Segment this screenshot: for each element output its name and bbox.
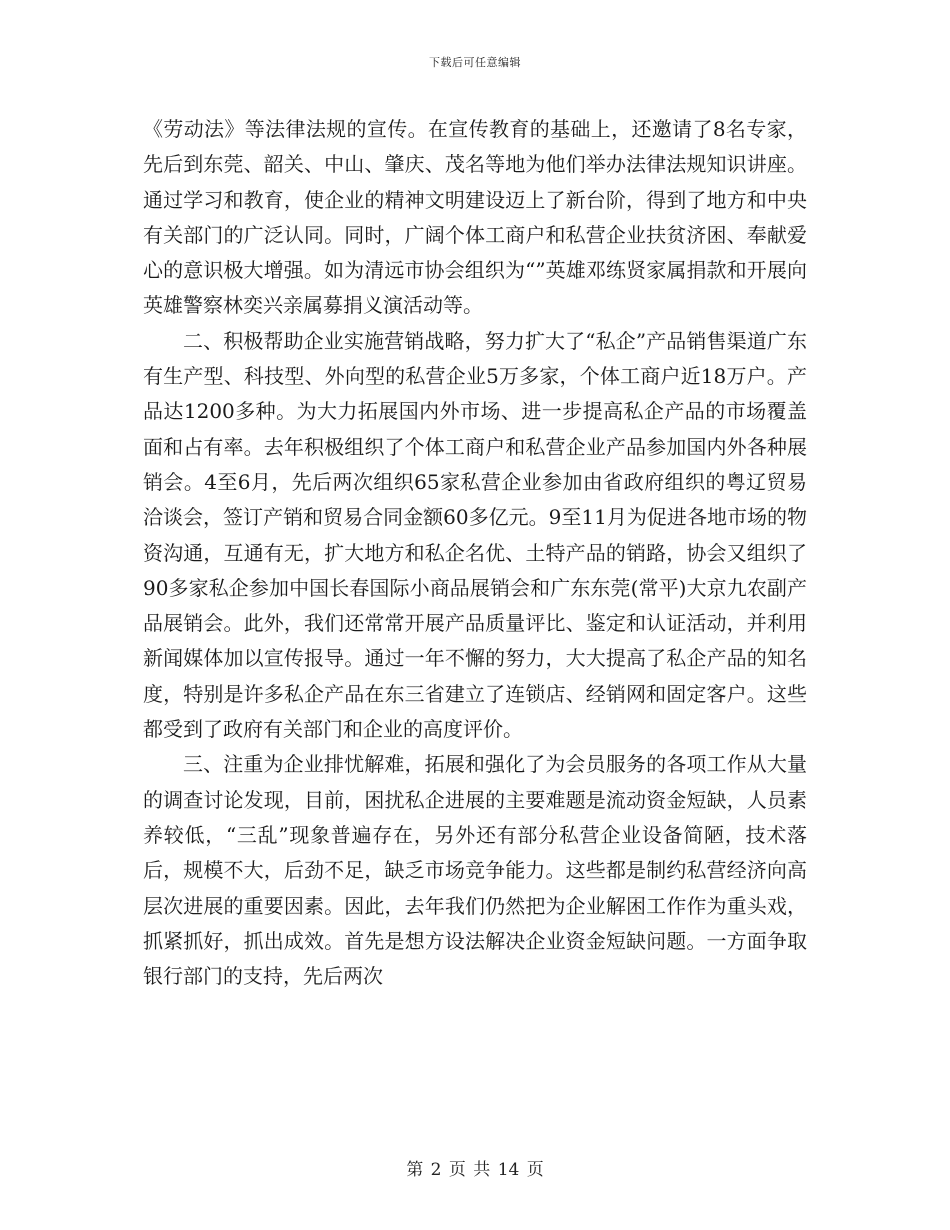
paragraph-2: 二、积极帮助企业实施营销战略，努力扩大了“私企”产品销售渠道广东有生产型、科技型、外向型的私营企业5万多家，个体工商户近18万户。产品达1200多种。为大力拓展国内外市场、进一步提高私企产品的市场覆盖面和占有率。去年积极组织了个体工商户和私营企业产品参加国内外各种展销会。4至6月，先后两次组织65家私营企业参加由省政府组织的粤辽贸易洽谈会，签订产销和贸易合同金额60多亿元。9至11月为促进各地市场的物资沟通，互通有无，扩大地方和私企名优、土特产品的销路，协会又组织了90多家私企参加中国长春国际小商品展销会和广东东莞(常平)大京九农副产品展销会。此外，我们还常常开展产品质量评比、鉴定和认证活动，并利用新闻媒体加以宣传报导。通过一年不懈的努力，大大提高了私企产品的知名度，特别是许多私企产品在东三省建立了连锁店、经销网和固定客户。这些都受到了政府有关部门和企业的高度评价。 <box>143 328 807 742</box>
document-body <box>143 112 807 994</box>
paragraph-1: 《劳动法》等法律法规的宣传。在宣传教育的基础上，还邀请了8名专家，先后到东莞、韶关、中山、肇庆、茂名等地为他们举办法律法规知识讲座。通过学习和教育，使企业的精神文明建设迈上了新台阶，得到了地方和中央有关部门的广泛认同。同时，广阔个体工商户和私营企业扶贫济困、奉献爱心的意识极大增强。如为清远市协会组织为“”英雄邓练贤家属捐款和开展向英雄警察林奕兴亲属募捐义演活动等。 <box>143 117 807 318</box>
paragraph-3: 三、注重为企业排忧解难，拓展和强化了为会员服务的各项工作从大量的调查讨论发现，目前，困扰私企进展的主要难题是流动资金短缺，人员素养较低，“三乱”现象普遍存在，另外还有部分私营企业设备简陋，技术落后，规模不大，后劲不足，缺乏市场竞争能力。这些都是制约私营经济向高层次进展的重要因素。因此，去年我们仍然把为企业解困工作作为重头戏，抓紧抓好，抓出成效。首先是想方设法解决企业资金短缺问题。一方面争取银行部门的支持，先后两次 <box>143 752 807 989</box>
page-header: 下载后可任意编辑 <box>429 56 521 69</box>
page-number-footer: 第 2 页 共 14 页 <box>406 1160 544 1180</box>
